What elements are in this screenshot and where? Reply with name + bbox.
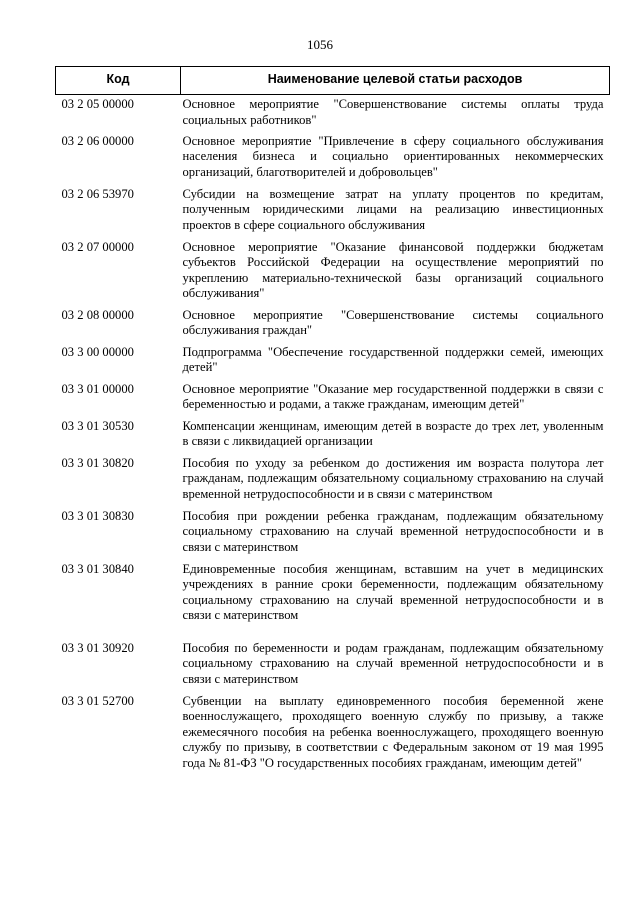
column-header-code: Код bbox=[56, 67, 181, 95]
row-code: 03 3 01 30840 bbox=[61, 561, 134, 576]
row-code: 03 3 01 30820 bbox=[61, 455, 134, 470]
page-number: 1056 bbox=[307, 37, 333, 52]
table-row bbox=[56, 639, 610, 692]
row-code: 03 2 07 00000 bbox=[61, 239, 134, 254]
row-code: 03 2 08 00000 bbox=[61, 307, 134, 322]
table-row bbox=[56, 454, 610, 507]
row-name: Пособия по беременности и родам гражданам, подлежащим обязательному социальному страхованию на случай временной нетрудоспособности и в связи с материнством bbox=[182, 640, 604, 686]
row-name: Основное мероприятие "Совершенствование системы социального обслуживания граждан" bbox=[182, 307, 604, 337]
row-code: 03 3 01 30920 bbox=[61, 640, 134, 655]
row-name: Подпрограмма "Обеспечение государственной поддержки семей, имеющих детей" bbox=[182, 344, 604, 374]
row-code: 03 3 01 30830 bbox=[61, 508, 134, 523]
row-name: Основное мероприятие "Оказание мер государственной поддержки в связи с беременностью и родами, а также гражданам, имеющим детей" bbox=[182, 381, 604, 411]
table-row bbox=[56, 507, 610, 560]
row-code: 03 2 06 53970 bbox=[61, 186, 134, 201]
row-name: Основное мероприятие "Совершенствование системы оплаты труда социальных работников" bbox=[182, 97, 604, 127]
table-row bbox=[56, 692, 610, 792]
table-row bbox=[56, 238, 610, 306]
table-row bbox=[56, 343, 610, 380]
row-name: Единовременные пособия женщинам, вставшим на учет в медицинских учреждениях в ранние сроки беременности, подлежащим обязательному социальному страхованию на случай временной нетрудоспособности и в связи с материнством bbox=[182, 561, 604, 622]
row-name: Компенсации женщинам, имеющим детей в возрасте до трех лет, уволенным в связи с ликвидацией организации bbox=[182, 418, 604, 448]
table-row bbox=[56, 95, 610, 132]
row-name: Основное мероприятие "Оказание финансовой поддержки бюджетам субъектов Российской Федерации на осуществление мероприятий по укреплению материально-технической базы организаций социального обслуживания" bbox=[182, 239, 604, 300]
row-name: Пособия по уходу за ребенком до достижения им возраста полутора лет гражданам, подлежащим обязательному социальному страхованию на случай временной нетрудоспособности и в связи с материнством bbox=[182, 455, 604, 501]
table-row bbox=[56, 417, 610, 454]
table-row bbox=[56, 380, 610, 417]
table-row bbox=[56, 132, 610, 185]
row-code: 03 2 06 00000 bbox=[61, 133, 134, 148]
row-name: Пособия при рождении ребенка гражданам, подлежащим обязательному социальному страхованию на случай временной нетрудоспособности и в связи с материнством bbox=[182, 508, 604, 554]
row-code: 03 3 00 00000 bbox=[61, 344, 134, 359]
row-code: 03 3 01 52700 bbox=[61, 693, 134, 708]
row-code: 03 3 01 00000 bbox=[61, 381, 134, 396]
table-row bbox=[56, 306, 610, 343]
row-name: Субсидии на возмещение затрат на уплату процентов по кредитам, полученным юридическими лицами на реализацию инвестиционных проектов в сфере социального обслуживания bbox=[182, 186, 604, 232]
row-name: Субвенции на выплату единовременного пособия беременной жене военнослужащего, проходящего военную службу по призыву, а также ежемесячного пособия на ребенка военнослужащего, проходящего военную службу по призыву, в соответствии с Федеральным законом от 19 мая 1995 года № 81-ФЗ "О государственных пособиях гражданам, имеющим детей" bbox=[182, 693, 604, 770]
table-row bbox=[56, 560, 610, 639]
row-code: 03 3 01 30530 bbox=[61, 418, 134, 433]
column-header-name: Наименование целевой статьи расходов bbox=[181, 67, 610, 95]
budget-classification-table bbox=[55, 66, 610, 792]
table-row bbox=[56, 185, 610, 238]
row-code: 03 2 05 00000 bbox=[61, 97, 134, 111]
row-name: Основное мероприятие "Привлечение в сферу социального обслуживания населения бизнеса и социально ориентированных некоммерческих организаций, благотворителей и добровольцев" bbox=[182, 133, 604, 179]
table-header-row bbox=[56, 67, 610, 95]
